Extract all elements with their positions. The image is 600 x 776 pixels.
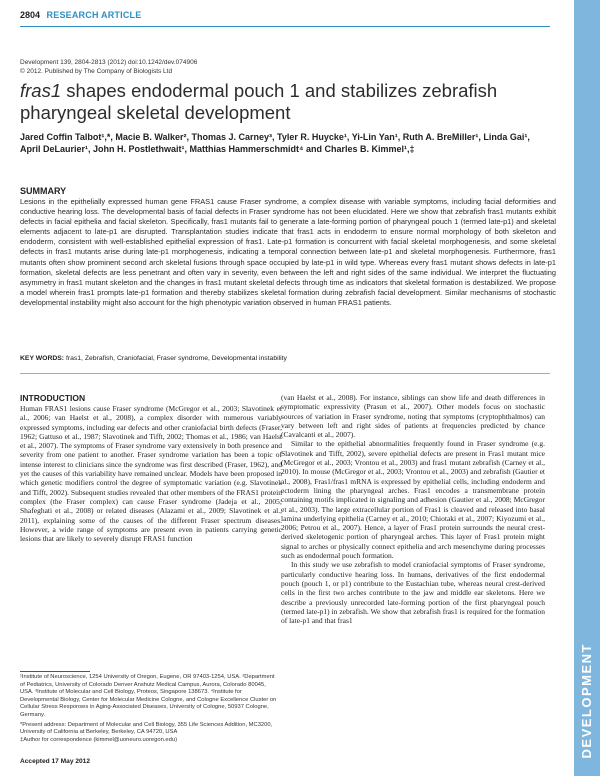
- section-divider: [20, 373, 550, 374]
- article-title: [20, 80, 540, 124]
- introduction-heading: INTRODUCTION: [20, 393, 86, 403]
- citation-line: Development 139, 2804-2813 (2012) doi:10.1242/dev.074906: [20, 59, 198, 66]
- running-header: [20, 10, 550, 20]
- keywords-line: [20, 355, 550, 362]
- summary-text: Lesions in the epithelially expressed human gene FRAS1 cause Fraser syndrome, a complex disease with variable symptoms, including facial deformities and conductive hearing loss. The developmental basis of facial defects in Fraser syndrome has not been elucidated. Here we show that zebrafish fras1 mutants exhibit defects in facial epithelia and facial skeleton. Specifically, fras1 mutants fail to generate a late-forming portion of pharyngeal pouch 1 (termed late-p1) and skeletal elements adjacent to late-p1 are disrupted. Transplantation studies indicate that fras1 acts in endoderm to ensure normal morphology of both skeleton and endoderm, consistent with well-established epithelial expression of fras1. Late-p1 formation is concurrent with facial skeletal morphogenesis, and some skeletal defects in fras1 mutants arise during late-p1 morphogenesis, indicating a temporal connection between late-p1 and skeletal morphogenesis. Furthermore, fras1 mutants often show prominent second arch skeletal fusions through space occupied by late-p1 in wild type. Whereas every fras1 mutant shows defects in late-p1 formation, skeletal defects are less penetrant and often vary in severity, even between the left and right sides of the same individual. We interpret the fluctuating asymmetry in fras1 mutant skeleton and the changes in fras1 mutant skeletal defects through time as indicators that skeletal formation is destabilized. We propose a model wherein fras1 prompts late-p1 formation and thereby stabilizes skeletal formation during zebrafish facial development. Similar mechanisms of stochastic developmental instability might also account for the high phenotypic variation observed in human FRAS1 patients.: [20, 197, 556, 307]
- left-column: [20, 404, 282, 543]
- title-rest: shapes endodermal pouch 1 and stabilizes zebrafish pharyngeal skeletal development: [20, 80, 498, 123]
- keywords-text: fras1, Zebrafish, Craniofacial, Fraser syndrome, Developmental instability: [64, 355, 287, 362]
- summary-heading: SUMMARY: [20, 186, 67, 196]
- journal-sidebar-label: DEVELOPMENT: [579, 642, 594, 758]
- footnotes: [20, 674, 278, 744]
- header-rule: [20, 26, 550, 27]
- citation-block: [20, 58, 540, 76]
- author-list: Jared Coffin Talbot¹,*, Macie B. Walker², Thomas J. Carney³, Tyler R. Huycke¹, Yi-Lin Yan¹, Ruth A. BreMiller¹, Linda Gai¹, April DeLaurier¹, John H. Postlethwait¹, Matthias Hammerschmidt⁴ and Charles B. Kimmel¹,‡: [20, 132, 530, 154]
- correspondence: ‡Author for correspondence (kimmel@uoneuro.uoregon.edu): [20, 736, 178, 743]
- keywords-label: KEY WORDS:: [20, 355, 65, 362]
- copyright-line: © 2012. Published by The Company of Biologists Ltd: [20, 68, 173, 75]
- intro-paragraph: In this study we use zebrafish to model craniofacial symptoms of Fraser syndrome, particularly conductive hearing loss. In humans, derivatives of the first endodermal pouch (pouch 1, or p1) contribute to the Eustachian tube, whereas neural crest-derived cells in the first two arches contribute to the jaw and middle ear skeletons. Here we describe a previously unrecorded late-forming portion of the first pharyngeal pouch (termed late-p1) in zebrafish. We show that zebrafish fras1 is required for the formation of late-p1 and that fras1: [281, 560, 545, 626]
- present-address: *Present address: Department of Molecular and Cell Biology, 355 Life Sciences Addition, MC3200, University of California at Berkeley, Berkeley, CA 94720, USA: [20, 721, 273, 736]
- accepted-date: Accepted 17 May 2012: [20, 758, 91, 765]
- page-number: 2804: [20, 10, 41, 20]
- journal-sidebar: [574, 0, 600, 776]
- right-column: [281, 393, 545, 625]
- intro-paragraph: (van Haelst et al., 2008). For instance, siblings can show life and death differences in symptomatic expressivity (Prasun et al., 2007). Other models focus on stochastic sources of variation in Fraser syndrome, noting that symptoms (cryptophthalmos) can vary between left and right sides of patients at frequencies predicted by chance (Cavalcanti et al., 2007).: [281, 393, 545, 440]
- intro-paragraph: Similar to the epithelial abnormalities frequently found in Fraser syndrome (e.g. Slavotinek and Tifft, 2002), severe epithelial defects are present in Fras1 mutant mice (McGregor et al., 2003; Vrontou et al., 2003) and fras1 mutant zebrafish (Carney et al., 2010). In mouse (McGregor et al., 2003; Vrontou et al., 2003) and zebrafish (Gautier et al., 2008), Fras1/fras1 mRNA is expressed by epithelial cells, including endoderm and ectoderm lining the pharyngeal arches. Fras1 encodes a transmembrane protein containing motifs implicated in signaling and adhesion (Gautier et al., 2008; McGregor et al., 2003). The large extracellular portion of Fras1 is cleaved and released into basal lamina underlying epithelia (Carney et al., 2010; Chiotaki et al., 2007; Kiyozumi et al., 2006; Petrou et al., 2007). Hence, a layer of Fras1 protein surrounds the neural crest-derived skeletogenic portion of pharyngeal arches. This layer of Fras1 protein might signal to arches or physically connect epithelia and arch mesenchyme during processes such as endodermal pouch formation.: [281, 439, 545, 561]
- section-label: RESEARCH ARTICLE: [46, 10, 142, 20]
- footnote-rule: [20, 671, 90, 672]
- title-gene: fras1: [20, 80, 62, 101]
- affiliations: ¹Institute of Neuroscience, 1254 University of Oregon, Eugene, OR 97403-1254, USA. ²Department of Pediatrics, University of Colorado Denver Anshutz Medical Campus, Aurora, Colorado 80045, USA. ³Institute of Molecular and Cell Biology, Proteos, Singapore 138673. ⁴Institute for Developmental Biology, Center for Molecular Medicine Cologne, and Cologne Excellence Cluster on Cellular Stress Responses in Aging-Associated Diseases, University of Cologne, 50937 Cologne, Germany.: [20, 674, 277, 718]
- intro-paragraph: Human FRAS1 lesions cause Fraser syndrome (McGregor et al., 2003; Slavotinek et al., 2006; van Haelst et al., 2008), a complex disorder with numerous variably expressed symptoms, including ear defects and other craniofacial birth defects (Fraser, 1962; Gattuso et al., 1987; Slavotinek and Tifft, 2002; Thomas et al., 1986; van Haelst et al., 2007). The symptoms of Fraser syndrome vary extensively in both presence and severity from one patient to another. Fraser syndrome variation has been a topic of intense interest to clinicians since the syndrome was first described (Fraser, 1962), and yet the causes of this variability have remained unclear. Models have been proposed in which genetic modifiers control the degree of symptomatic variation (e.g. Slavotinek and Tifft, 2002). Subsequent studies revealed that other members of the FRAS1 protein complex (the Fraser complex) can cause Fraser syndrome (Jadeja et al., 2005; Shafeghati et al., 2008) or related diseases (Alazami et al., 2009; Slavotinek et al., 2011), explaining some of the causes of the different Fraser spectrum diseases. However, a wide range of symptoms are present even in patients carrying genetic lesions that are likely to severely disrupt FRAS1 function: [20, 404, 282, 544]
